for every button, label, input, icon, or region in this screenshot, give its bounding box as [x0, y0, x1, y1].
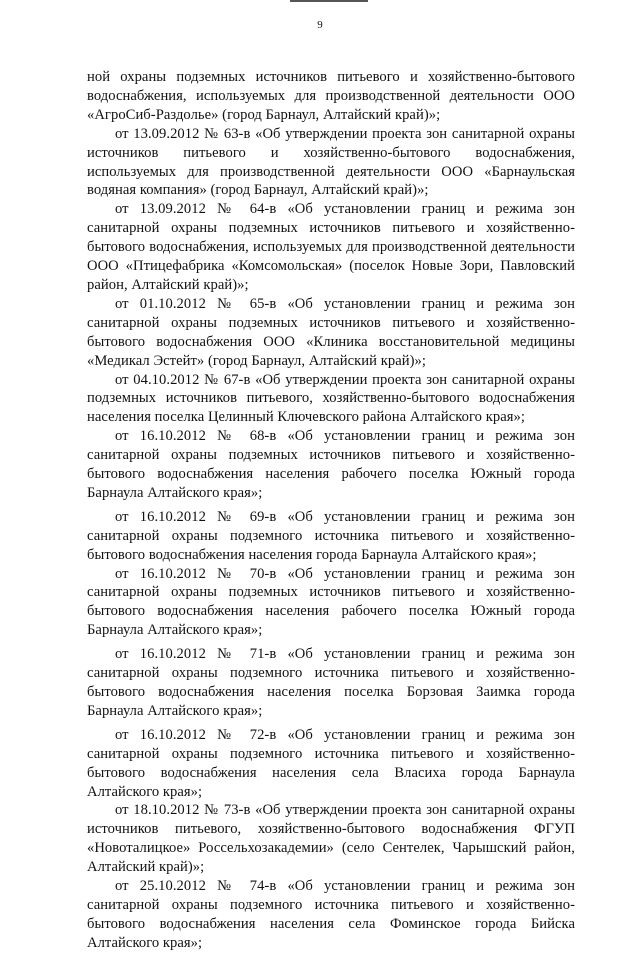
paragraph-order-68: от 16.10.2012 № 68-в «Об установлении границ и режима зон санитарной охраны подземных источников питьевого и хозяйственно-бытового водоснабжения населения рабочего поселка Южный города Барнаула Алтайского края»;	[87, 428, 575, 501]
page-number: 9	[317, 19, 323, 31]
paragraph-order-74: от 25.10.2012 № 74-в «Об установлении границ и режима зон санитарной охраны подземного источника питьевого и хозяйственно-бытового водоснабжения населения села Фоминское города Бийска Алтайского края»;	[87, 878, 575, 951]
paragraph-continuation: ной охраны подземных источников питьевого и хозяйственно-бытового водоснабжения, используемых для производственной деятельности ООО «АгроСиб-Раздолье» (город Барнаул, Алтайский край)»;	[87, 69, 575, 123]
paragraph-order-69: от 16.10.2012 № 69-в «Об установлении границ и режима зон санитарной охраны подземного источника питьевого и хозяйственно-бытового водоснабжения населения города Барнаула Алтайского края»;	[87, 508, 575, 563]
paragraph-order-63: от 13.09.2012 № 63-в «Об утверждении проекта зон санитарной охраны источников питьевого и хозяйственно-бытового водоснабжения, используемых для производственной деятельности ООО «Барнаульская водяная компания» (город Барнаул, Алтайский край)»;	[87, 125, 575, 199]
paragraph-order-70: от 16.10.2012 № 70-в «Об установлении границ и режима зон санитарной охраны подземных источников питьевого и хозяйственно-бытового водоснабжения населения рабочего поселка Южный города Барнаула Алтайского края»;	[87, 565, 575, 639]
paragraph-order-67: от 04.10.2012 № 67-в «Об утверждении проекта зон санитарной охраны подземных источников питьевого, хозяйственно-бытового водоснабжения населения поселка Целинный Ключевского района Алтайского края»;	[87, 371, 575, 426]
paragraph-order-71: от 16.10.2012 № 71-в «Об установлении границ и режима зон санитарной охраны подземного источника питьевого и хозяйственно-бытового водоснабжения населения поселка Борзовая Заимка города Барнаула Алтайского края»;	[87, 646, 575, 719]
paragraph-order-73: от 18.10.2012 № 73-в «Об утверждении проекта зон санитарной охраны источников питьевого, хозяйственно-бытового водоснабжения ФГУП «Новоталицкое» Россельхозакадемии» (село Сентелек, Чарышский район, Алтайский край)»;	[87, 802, 575, 876]
top-rule	[290, 0, 368, 2]
paragraph-order-64: от 13.09.2012 № 64-в «Об установлении границ и режима зон санитарной охраны подземных источников питьевого и хозяйственно-бытового водоснабжения, используемых для производственной деятельности ООО «Птицефабрика «Комсомольская» (поселок Новые Зори, Павловский район, Алтайский край)»;	[87, 201, 575, 293]
paragraph-order-72: от 16.10.2012 № 72-в «Об установлении границ и режима зон санитарной охраны подземного источника питьевого и хозяйственно-бытового водоснабжения населения села Власиха города Барнаула Алтайского края»;	[87, 726, 575, 800]
paragraph-order-65: от 01.10.2012 № 65-в «Об установлении границ и режима зон санитарной охраны подземных источников питьевого и хозяйственно-бытового водоснабжения ООО «Клиника восстановительной медицины «Медикал Эстейт» (город Барнаул, Алтайский край)»;	[87, 295, 575, 369]
document-body	[87, 68, 575, 953]
